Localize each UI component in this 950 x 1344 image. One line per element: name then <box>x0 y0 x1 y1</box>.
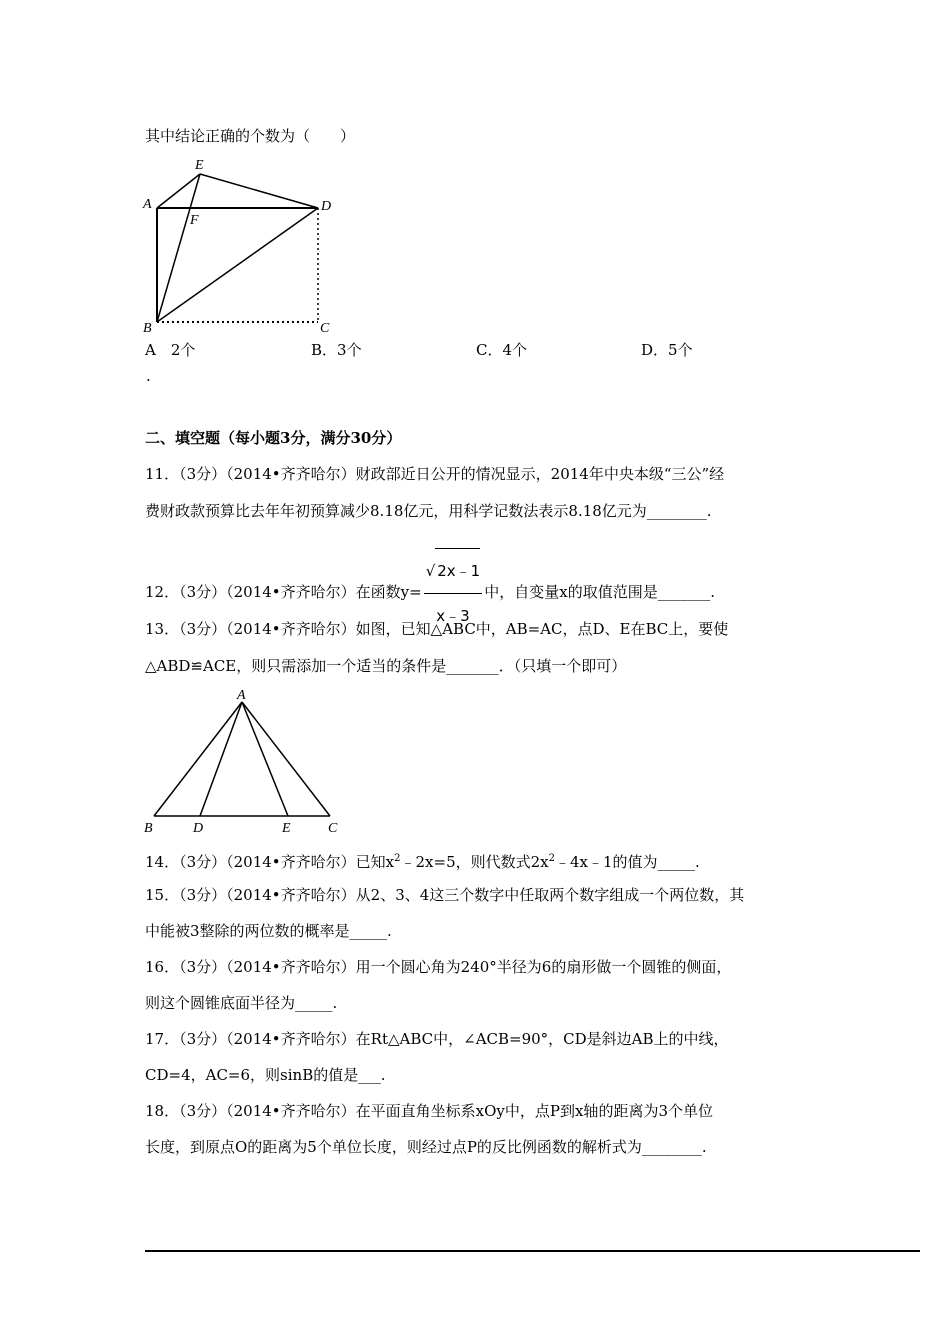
q10-edge-bd <box>157 208 318 322</box>
q12-numerator: 2x﹣1 <box>435 548 480 593</box>
q12-after: 中，自变量x的取值范围是_______. <box>484 583 715 601</box>
q15-line2: 中能被3整除的两位数的概率是_____. <box>145 922 392 940</box>
q10-stem-end: 其中结论正确的个数为（ ） <box>145 127 356 145</box>
q10-label-a: A <box>143 197 152 212</box>
q13-label-d: D <box>193 821 204 836</box>
q12-before: 12．（3分）（2014•齐齐哈尔）在函数y= <box>145 583 422 601</box>
section2-title: 二、填空题（每小题3分，满分30分） <box>145 429 402 447</box>
q16-line2: 则这个圆锥底面半径为_____. <box>145 994 338 1012</box>
q13-label-c: C <box>328 821 338 836</box>
q13-edge-ae <box>242 702 288 816</box>
q13-line1: 13．（3分）（2014•齐齐哈尔）如图，已知△ABC中，AB=AC，点D、E在BC上，要使 <box>145 620 729 638</box>
q12-denominator: x﹣3 <box>436 607 470 625</box>
q10-option-b: B．3个 <box>311 341 362 359</box>
q10-figure <box>140 152 340 337</box>
q12-fraction: $\frac{√ 2x﹣1}{x﹣3}$ <box>424 548 483 638</box>
q13-label-e: E <box>282 821 291 836</box>
q16-line1: 16．（3分）（2014•齐齐哈尔）用一个圆心角为240°半径为6的扇形做一个圆锥的侧面， <box>145 958 732 976</box>
q10-label-b: B <box>143 321 152 336</box>
q10-edge-eb <box>157 174 200 322</box>
q14-sup1: 2 <box>394 853 401 864</box>
q10-option-a: A 2个 <box>145 341 196 359</box>
q13-edge-ad <box>200 702 242 816</box>
q10-label-f: F <box>190 213 199 228</box>
q10-stray-dot: . <box>146 367 151 385</box>
footer-rule <box>145 1250 920 1252</box>
q10-edge-ed <box>200 174 318 208</box>
q13-label-a: A <box>237 688 246 703</box>
q13-figure <box>140 688 350 838</box>
q18-line1: 18．（3分）（2014•齐齐哈尔）在平面直角坐标系xOy中，点P到x轴的距离为3个单位 <box>145 1102 713 1120</box>
q14-sup2: 2 <box>548 853 555 864</box>
q10-option-d: D．5个 <box>641 341 693 359</box>
q15-line1: 15．（3分）（2014•齐齐哈尔）从2、3、4这三个数字中任取两个数字组成一个两位数，其 <box>145 886 745 904</box>
q10-label-c: C <box>320 321 330 336</box>
q17-line2: CD=4，AC=6，则sinB的值是___. <box>145 1066 386 1084</box>
q11-line2: 费财政款预算比去年年初预算减少8.18亿元，用科学记数法表示8.18亿元为________. <box>145 502 712 520</box>
q10-label-e: E <box>195 158 204 173</box>
q11-line1: 11．（3分）（2014•齐齐哈尔）财政部近日公开的情况显示，2014年中央本级“三公”经 <box>145 465 725 483</box>
q14-line: 14．（3分）（2014•齐齐哈尔）已知$x^2﹣2x=5$，则代数式$2x^2﹣4x﹣1$的值为_____. <box>145 853 700 871</box>
q13-edge-ab <box>154 702 242 816</box>
q13-label-b: B <box>144 821 153 836</box>
q10-option-c: C．4个 <box>476 341 528 359</box>
q10-edge-ae <box>157 174 200 208</box>
q13-line2: △ABD≌ACE，则只需添加一个适当的条件是_______．（只填一个即可） <box>145 657 627 675</box>
q18-line2: 长度，到原点O的距离为5个单位长度，则经过点P的反比例函数的解析式为________. <box>145 1138 707 1156</box>
q13-edge-ac <box>242 702 330 816</box>
q17-line1: 17．（3分）（2014•齐齐哈尔）在Rt△ABC中，∠ACB=90°，CD是斜边AB上的中线， <box>145 1030 729 1048</box>
q10-label-d: D <box>321 199 332 214</box>
